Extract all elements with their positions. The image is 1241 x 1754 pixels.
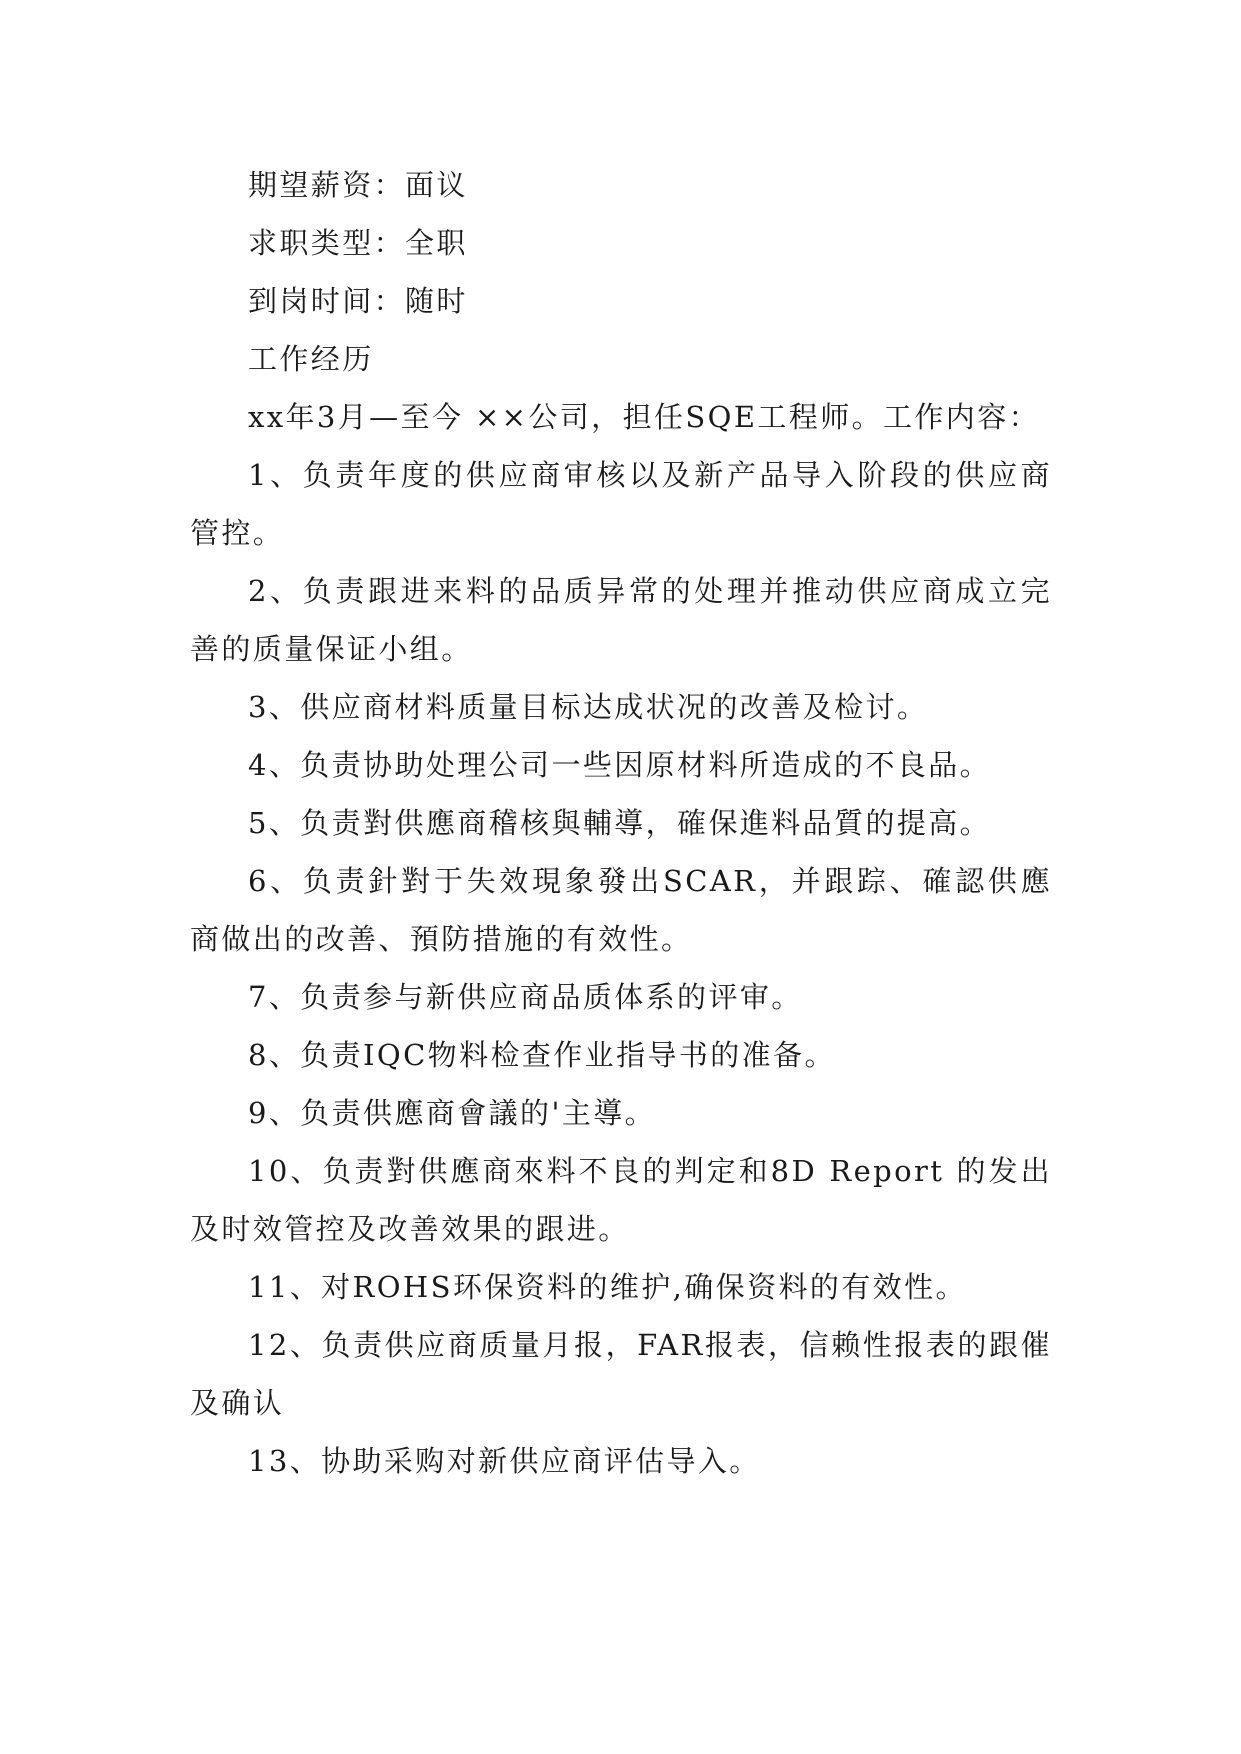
duty-item: 1、负责年度的供应商审核以及新产品导入阶段的供应商管控。	[190, 458, 1052, 550]
availability-line: 到岗时间：随时	[248, 284, 468, 318]
job-summary-line: xx年3月—至今 ××公司，担任SQE工程师。工作内容：	[248, 400, 1040, 434]
duty-item: 10、负责對供應商來料不良的判定和8D Report 的发出及时效管控及改善效果的跟进。	[190, 1154, 1052, 1246]
duty-item: 13、协助采购对新供应商评估导入。	[248, 1444, 761, 1478]
duty-item: 5、负责對供應商稽核與輔導，確保進料品質的提高。	[248, 806, 992, 840]
duty-item: 2、负责跟进来料的品质异常的处理并推动供应商成立完善的质量保证小组。	[190, 574, 1052, 666]
duty-item: 3、供应商材料质量目标达成状况的改善及检讨。	[248, 690, 929, 724]
duty-item: 4、负责协助处理公司一些因原材料所造成的不良品。	[248, 748, 992, 782]
document-body	[190, 156, 1052, 1490]
expected-salary-line: 期望薪资：面议	[248, 168, 468, 202]
duty-item: 12、负责供应商质量月报，FAR报表，信赖性报表的跟催及确认	[190, 1328, 1052, 1420]
work-experience-heading: 工作经历	[248, 342, 374, 376]
duty-item: 8、负责IQC物料检查作业指导书的准备。	[248, 1038, 836, 1072]
duty-item: 9、负责供應商會議的'主導。	[248, 1096, 657, 1130]
duty-item: 11、对ROHS环保资料的维护,确保资料的有效性。	[248, 1270, 967, 1304]
duty-item: 7、负责参与新供应商品质体系的评审。	[248, 980, 803, 1014]
duty-item: 6、负责針對于失效現象發出SCAR，并跟踪、確認供應商做出的改善、預防措施的有效性。	[190, 864, 1052, 956]
job-type-line: 求职类型：全职	[248, 226, 468, 260]
